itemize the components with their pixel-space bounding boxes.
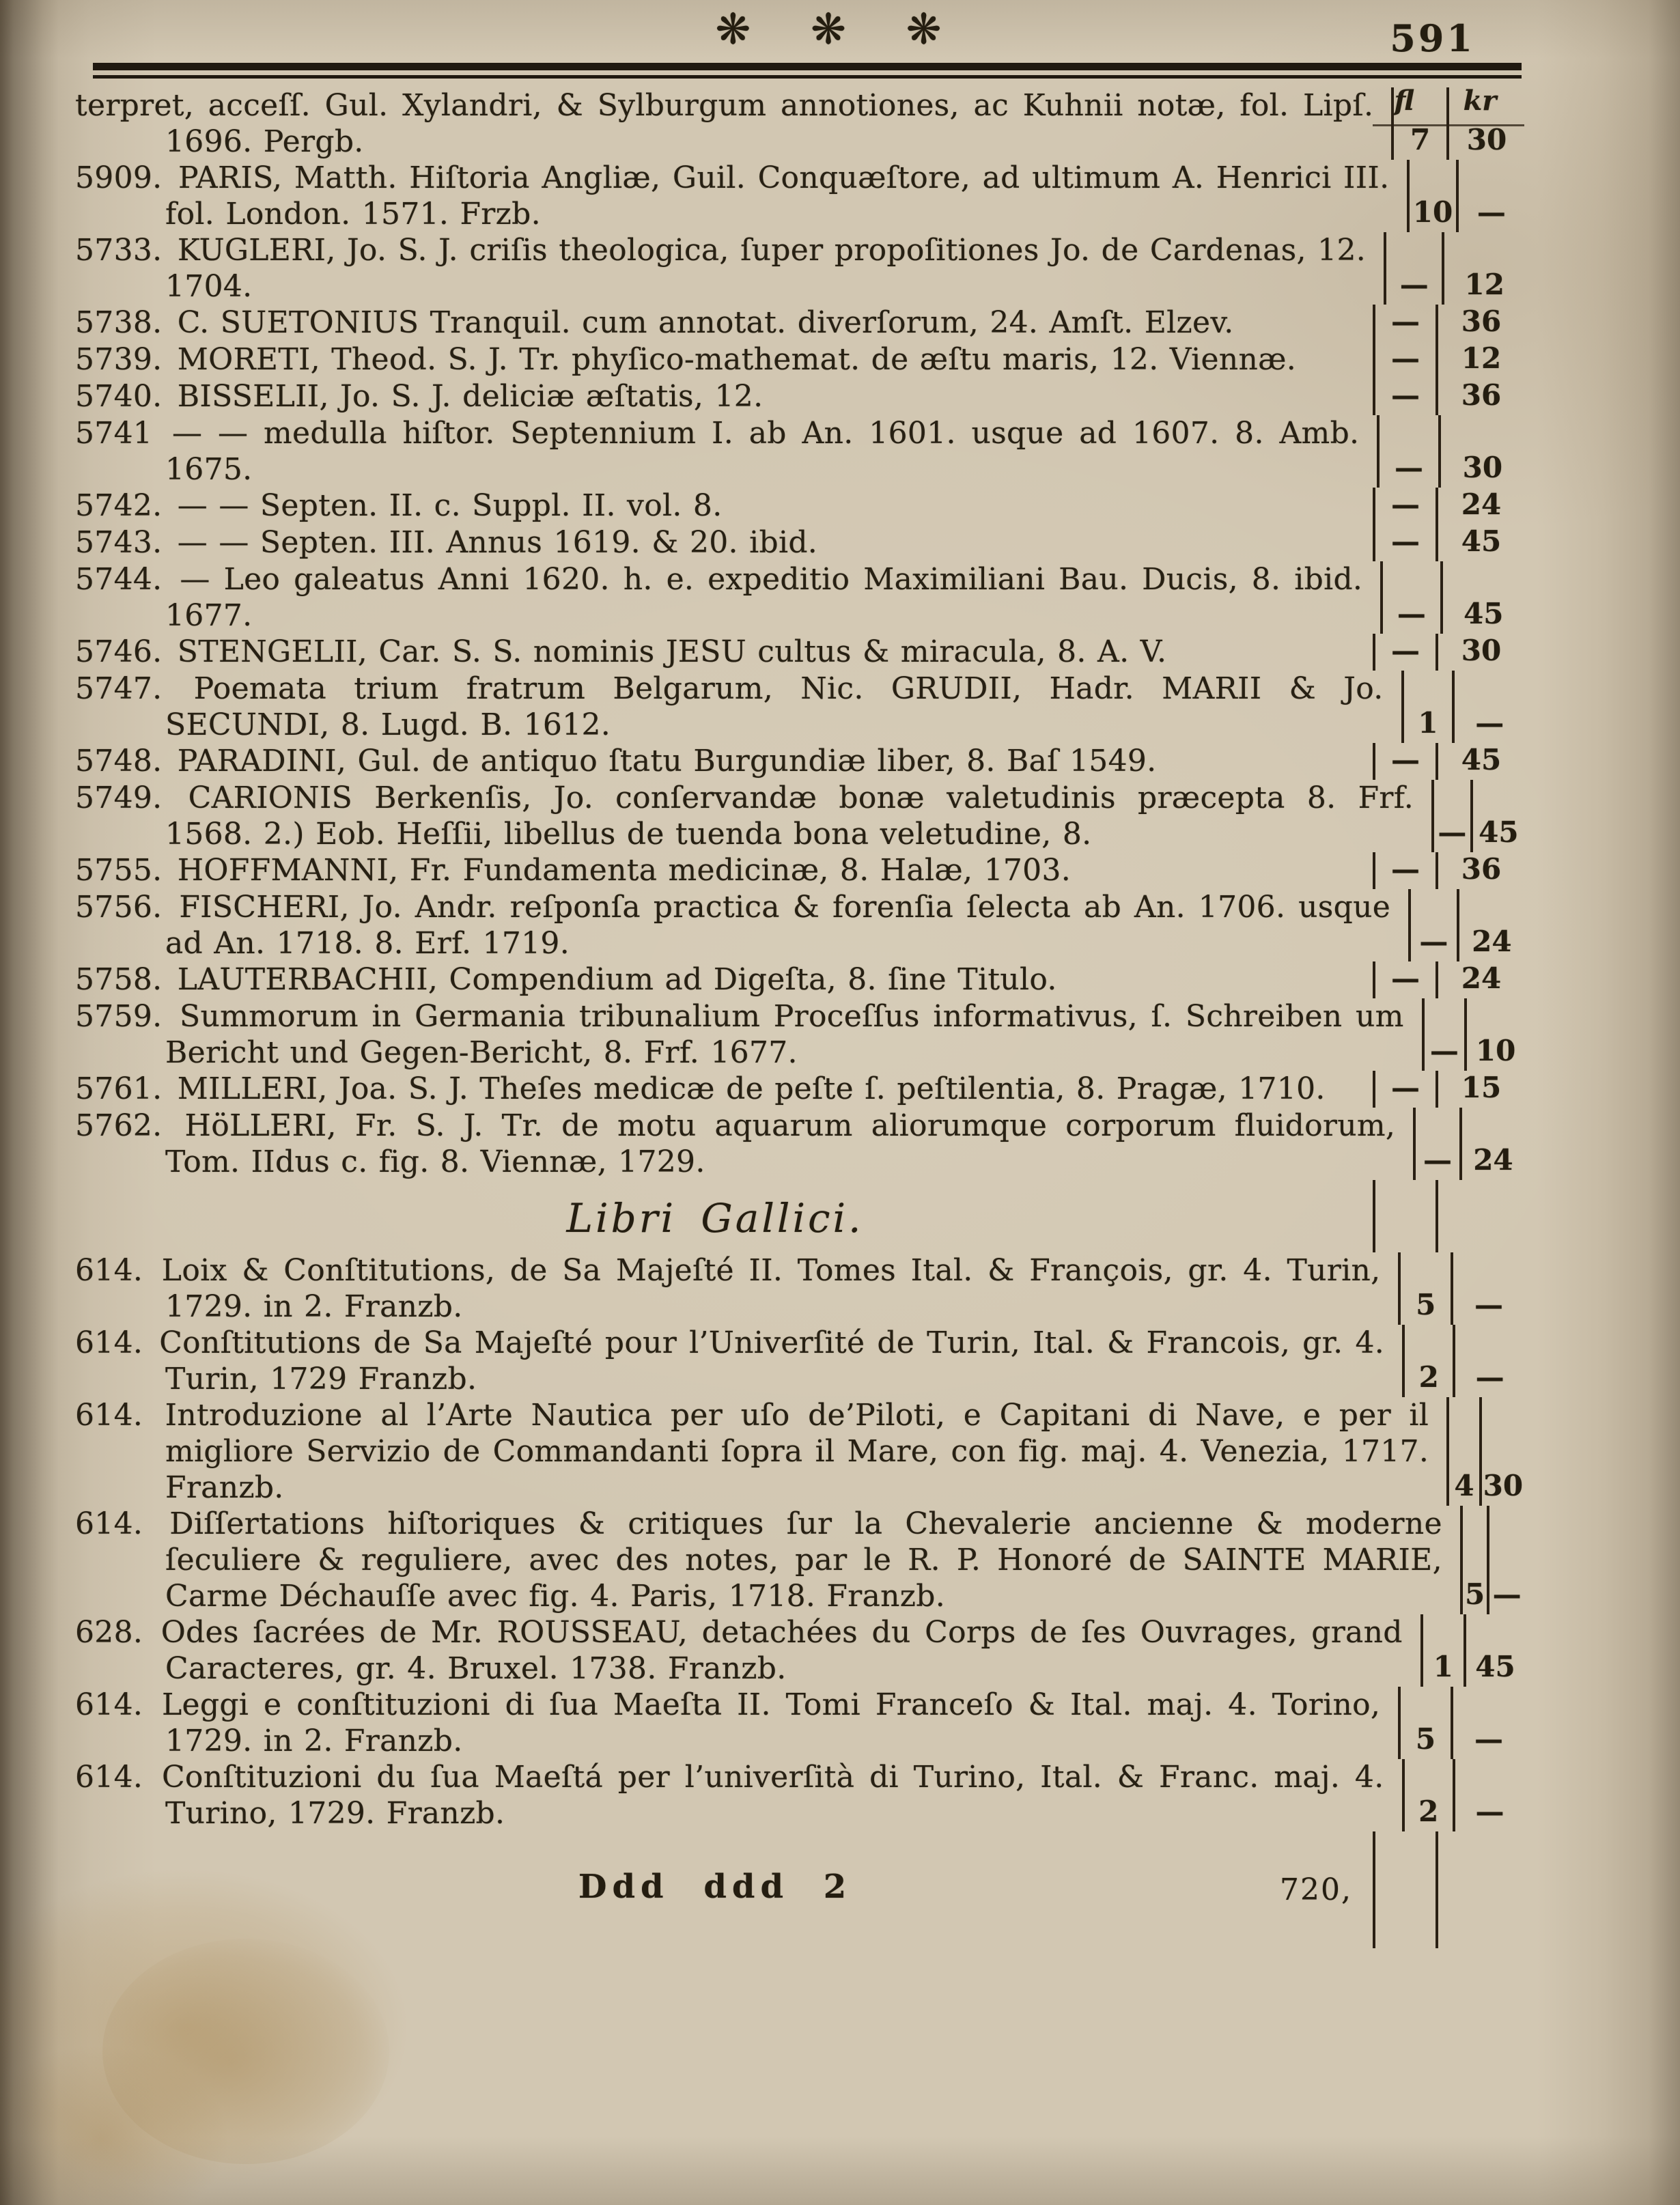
entry-price-florins: — (1373, 852, 1436, 889)
entry-price-kreuzer: — (1452, 671, 1524, 743)
entry-price-kreuzer: 45 (1436, 524, 1524, 561)
entry-price-florins: — (1373, 1071, 1436, 1108)
entry-text (75, 524, 1373, 561)
catalog-entry-row (75, 1397, 1524, 1506)
catalog-entry-row (75, 1687, 1524, 1759)
entry-price-florins: — (1373, 488, 1436, 524)
entry-description: — — Septen. III. Annus 1619. & 20. ibid. (177, 525, 818, 560)
entry-text (75, 743, 1373, 780)
catalog-entry-row (75, 160, 1524, 232)
entry-description: — — medulla hiſtor. Septennium I. ab An. 1601. usque ad 1607. 8. Amb. 1675. (165, 416, 1360, 487)
entry-number: 5909. (75, 160, 175, 195)
entry-text (75, 160, 1407, 232)
entry-price-florins: 2 (1402, 1325, 1453, 1397)
entry-text (75, 998, 1422, 1071)
entry-price-kreuzer: 30 (1438, 415, 1524, 488)
entry-text (75, 415, 1377, 488)
entry-description: — Leo galeatus Anni 1620. h. e. expeditio Maximiliani Bau. Ducis, 8. ibid. 1677. (165, 562, 1363, 633)
entry-price-florins: — (1408, 889, 1457, 961)
entry-description: MORETI, Theod. S. J. Tr. phyſico-mathemat. de æſtu maris, 12. Viennæ. (177, 342, 1297, 377)
catalog-entry-row (75, 1759, 1524, 1831)
entry-description: terpret, acceſſ. Gul. Xylandri, & Sylburgum annotiones, ac Kuhnii notæ, fol. Lipſ. 1696. Pergb. (75, 88, 1374, 159)
entry-price-florins: 2 (1402, 1759, 1453, 1831)
column-header-kreuzer: kr (1463, 85, 1497, 117)
entry-price-kreuzer: — (1453, 1759, 1524, 1831)
page-number: 591 (1390, 16, 1475, 60)
catalog-entry-row (75, 232, 1524, 305)
entry-text (75, 305, 1373, 341)
entry-description: HOFFMANNI, Fr. Fundamenta medicinæ, 8. Halæ, 1703. (177, 853, 1072, 888)
catalog-entry-row (75, 524, 1524, 561)
entry-text (75, 780, 1431, 852)
entry-number: 5759. (75, 999, 176, 1034)
entry-number: 5755. (75, 853, 173, 888)
binding-shadow (0, 0, 61, 2205)
entry-price-kreuzer: — (1453, 1325, 1524, 1397)
entry-text (75, 1614, 1420, 1687)
section-heading: Libri Gallici. (566, 1195, 864, 1241)
entry-price-kreuzer: 30 (1436, 634, 1524, 671)
entry-number: 614. (75, 1253, 158, 1288)
section-heading-cell (75, 1180, 1373, 1252)
entry-price-kreuzer: 45 (1464, 1614, 1524, 1687)
entry-price-florins: — (1431, 780, 1470, 852)
entry-price-florins: 5 (1398, 1687, 1451, 1759)
entry-price-florins: 5 (1460, 1506, 1487, 1614)
entry-price-florins: — (1373, 961, 1436, 998)
entry-text (75, 488, 1373, 524)
entry-number: 5733. (75, 233, 173, 268)
entry-price-kreuzer: 30 (1446, 87, 1524, 160)
catalog-entry-row (75, 852, 1524, 889)
entry-text (75, 1397, 1446, 1506)
price-column-kreuzer (1436, 1180, 1524, 1252)
entry-text (75, 232, 1384, 305)
entry-description: Diſſertations hiſtoriques & critiques ſur la Chevalerie ancienne & moderne ſeculiere & reguliere, avec des notes, par le R. P. Honoré de SAINTE MARIE, Carme Déchauſſe avec fig. 4. Paris, 1718. Franzb. (165, 1506, 1442, 1614)
entry-price-kreuzer: 24 (1457, 889, 1524, 961)
catalog-entry-row (75, 1108, 1524, 1180)
gallici-entries-section (75, 1252, 1524, 1831)
catalog-entry-row (75, 1325, 1524, 1397)
entry-price-kreuzer: — (1456, 160, 1524, 232)
catalog-entry-row (75, 305, 1524, 341)
entry-price-kreuzer: — (1451, 1252, 1524, 1325)
entry-price-kreuzer: 10 (1464, 998, 1524, 1071)
entry-text (75, 1506, 1460, 1614)
entry-description: HöLLERI, Fr. S. J. Tr. de motu aquarum aliorumque corporum fluidorum, Tom. IIdus c. fig. 8. Viennæ, 1729. (165, 1108, 1396, 1179)
entry-text (75, 889, 1408, 961)
entry-description: STENGELII, Car. S. S. nominis JESU cultus & miracula, 8. A. V. (177, 634, 1167, 669)
entry-price-kreuzer: 36 (1436, 305, 1524, 341)
entry-description: Conſtitutions de Sa Majeſté pour l’Univerſité de Turin, Ital. & Francois, gr. 4. Turin, 1729 Franzb. (159, 1325, 1385, 1396)
entry-price-kreuzer: 24 (1436, 961, 1524, 998)
column-rules-spacer (75, 1831, 1524, 1869)
catalog-entry-row (75, 961, 1524, 998)
catalog-entry-row (75, 87, 1524, 160)
entry-number: 5741 (75, 416, 168, 451)
entry-description: Poemata trium fratrum Belgarum, Nic. GRUDII, Hadr. MARII & Jo. SECUNDI, 8. Lugd. B. 1612. (165, 671, 1384, 742)
entry-price-florins: 5 (1398, 1252, 1451, 1325)
entry-number: 614. (75, 1760, 158, 1795)
entry-number: 5743. (75, 525, 173, 560)
catalog-entry-row (75, 889, 1524, 961)
entry-text (75, 561, 1380, 634)
entry-number: 5748. (75, 744, 173, 778)
entry-number: 5739. (75, 342, 173, 377)
catalog-entry-row (75, 780, 1524, 852)
entry-description: PARADINI, Gul. de antiquo ſtatu Burgundiæ liber, 8. Baſ 1549. (177, 744, 1157, 778)
entry-price-florins: 10 (1407, 160, 1455, 232)
catalog-entry-row (75, 488, 1524, 524)
entry-price-florins: — (1373, 743, 1436, 780)
entry-price-florins: 1 (1420, 1614, 1464, 1687)
entry-description: PARIS, Matth. Hiſtoria Angliæ, Guil. Conquæſtore, ad ultimum A. Henrici III. fol. London. 1571. Frzb. (165, 160, 1390, 231)
entry-description: Leggi e conſtituzioni di ſua Maeſta II. Tomi Franceſo & Ital. maj. 4. Torino, 1729. in 2. Franzb. (162, 1687, 1381, 1758)
entry-description: — — Septen. II. c. Suppl. II. vol. 8. (177, 488, 723, 523)
entry-description: Conſtituzioni du ſua Maeſtá per l’univerſità di Turino, Ital. & Franc. maj. 4. Turino, 1729. Franzb. (161, 1760, 1384, 1831)
entry-text (75, 634, 1373, 671)
catalog-entry-row (75, 1071, 1524, 1108)
entry-number: 614. (75, 1325, 156, 1360)
catalog-entry-row (75, 341, 1524, 378)
column-rules-end (75, 1911, 1524, 1948)
catalog-entry-row (75, 1506, 1524, 1614)
entry-price-kreuzer: — (1451, 1687, 1524, 1759)
entry-description: LAUTERBACHII, Compendium ad Digeſta, 8. ſine Titulo. (177, 962, 1057, 997)
entry-text (75, 341, 1373, 378)
entry-price-florins: — (1373, 305, 1436, 341)
entry-text (75, 1108, 1413, 1180)
entry-number: 5746. (75, 634, 173, 669)
catalog-entry-row (75, 671, 1524, 743)
entry-number: 5762. (75, 1108, 181, 1143)
paper-stain (102, 1939, 389, 2164)
entry-description: MILLERI, Joa. S. J. Theſes medicæ de peſte ſ. peſtilentia, 8. Pragæ, 1710. (177, 1071, 1326, 1106)
price-column-florins (1373, 1180, 1436, 1252)
entry-price-kreuzer: 45 (1436, 743, 1524, 780)
entry-number: 628. (75, 1615, 157, 1650)
entry-text (75, 852, 1373, 889)
entry-price-kreuzer: 12 (1436, 341, 1524, 378)
entry-text (75, 1759, 1402, 1831)
entry-price-florins: 7 (1391, 87, 1446, 160)
entry-description: BISSELII, Jo. S. J. deliciæ æſtatis, 12. (177, 379, 764, 414)
catalog-entry-row (75, 1614, 1524, 1687)
entry-price-florins: 4 (1446, 1397, 1479, 1506)
entry-number: 5744. (75, 562, 176, 597)
entry-number: 5747. (75, 671, 190, 706)
entry-text (75, 87, 1391, 160)
entry-price-florins: — (1413, 1108, 1459, 1180)
entry-price-florins: — (1373, 524, 1436, 561)
entry-text (75, 378, 1373, 415)
section-heading-row (75, 1180, 1524, 1252)
entry-price-florins: — (1373, 341, 1436, 378)
entry-description: FISCHERI, Jo. Andr. reſponſa practica & forenſia ſelecta ab An. 1706. usque ad An. 1718. 8. Erf. 1719. (165, 890, 1391, 961)
entry-price-kreuzer: 45 (1440, 561, 1524, 634)
catalog-entry-row (75, 634, 1524, 671)
entry-number: 614. (75, 1398, 161, 1433)
entry-number: 5742. (75, 488, 173, 523)
entry-text (75, 671, 1401, 743)
latin-entries-section (75, 87, 1524, 1180)
entry-text (75, 1252, 1398, 1325)
entry-description: Summorum in Germania tribunalium Proceſſus informativus, ſ. Schreiben um Bericht und Gegen-Bericht, 8. Frf. 1677. (165, 999, 1404, 1070)
entry-description: KUGLERI, Jo. S. J. criſis theologica, ſuper propoſitiones Jo. de Cardenas, 12. 1704. (165, 233, 1367, 304)
catalog-entry-row (75, 561, 1524, 634)
signature-mark: Ddd ddd 2 (578, 1868, 852, 1906)
entry-number: 5758. (75, 962, 173, 997)
entry-price-kreuzer: 24 (1436, 488, 1524, 524)
entry-description: Loix & Conſtitutions, de Sa Majeſté II. Tomes Ital. & François, gr. 4. Turin, 1729. in 2. Franzb. (161, 1253, 1381, 1324)
entry-description: Introduzione al l’Arte Nautica per uſo de’Piloti, e Capitani di Nave, e per il migliore Servizio de Commandanti ſopra il Mare, con fig. maj. 4. Venezia, 1717. Franzb. (165, 1398, 1429, 1505)
entry-price-florins: — (1373, 378, 1436, 415)
entry-price-florins: 1 (1401, 671, 1453, 743)
catalog-entry-row (75, 378, 1524, 415)
catalog-entry-row (75, 415, 1524, 488)
header-rule (93, 63, 1522, 79)
entry-price-kreuzer: 45 (1470, 780, 1524, 852)
entry-number: 5749. (75, 781, 184, 815)
footer-row (75, 1869, 1524, 1911)
catalog-entry-row (75, 743, 1524, 780)
catalog-entry-row (75, 1252, 1524, 1325)
entry-price-kreuzer: 30 (1479, 1397, 1524, 1506)
footer-cell (75, 1869, 1373, 1911)
entry-text (75, 1325, 1402, 1397)
entry-text (75, 961, 1373, 998)
entry-price-florins: — (1422, 998, 1465, 1071)
catalog-content (75, 87, 1524, 1948)
entry-number: 5740. (75, 379, 173, 414)
entry-price-florins: — (1384, 232, 1442, 305)
catalog-entry-row (75, 998, 1524, 1071)
entry-price-florins: — (1373, 634, 1436, 671)
entry-number: 5756. (75, 890, 176, 925)
entry-price-florins: — (1377, 415, 1438, 488)
entry-text (75, 1687, 1398, 1759)
entry-price-kreuzer: — (1487, 1506, 1524, 1614)
entry-number: 5761. (75, 1071, 173, 1106)
entry-price-kreuzer: 12 (1442, 232, 1524, 305)
entry-number: 614. (75, 1506, 166, 1541)
header-ornament-icon: ❋ ❋ ❋ (715, 4, 965, 54)
entry-number: 5738. (75, 305, 173, 340)
entry-price-kreuzer: 36 (1436, 378, 1524, 415)
entry-price-kreuzer: 15 (1436, 1071, 1524, 1108)
entry-price-kreuzer: 24 (1459, 1108, 1524, 1180)
entry-price-kreuzer: 36 (1436, 852, 1524, 889)
entry-text (75, 1071, 1373, 1108)
entry-description: Odes ſacrées de Mr. ROUSSEAU, detachées du Corps de ſes Ouvrages, grand Caracteres, gr. 4. Bruxel. 1738. Franzb. (160, 1615, 1403, 1686)
entry-price-florins: — (1380, 561, 1440, 634)
entry-description: C. SUETONIUS Tranquil. cum annotat. diverſorum, 24. Amſt. Elzev. (177, 305, 1234, 340)
carry-sum: 720, (1280, 1872, 1352, 1907)
entry-description: CARIONIS Berkenſis, Jo. conſervandæ bonæ valetudinis præcepta 8. Frf. 1568. 2.) Eob. Heſſii, libellus de tuenda bona veletudine, 8. (165, 781, 1414, 852)
column-header-florins: fl (1394, 85, 1414, 117)
entry-number: 614. (75, 1687, 158, 1722)
